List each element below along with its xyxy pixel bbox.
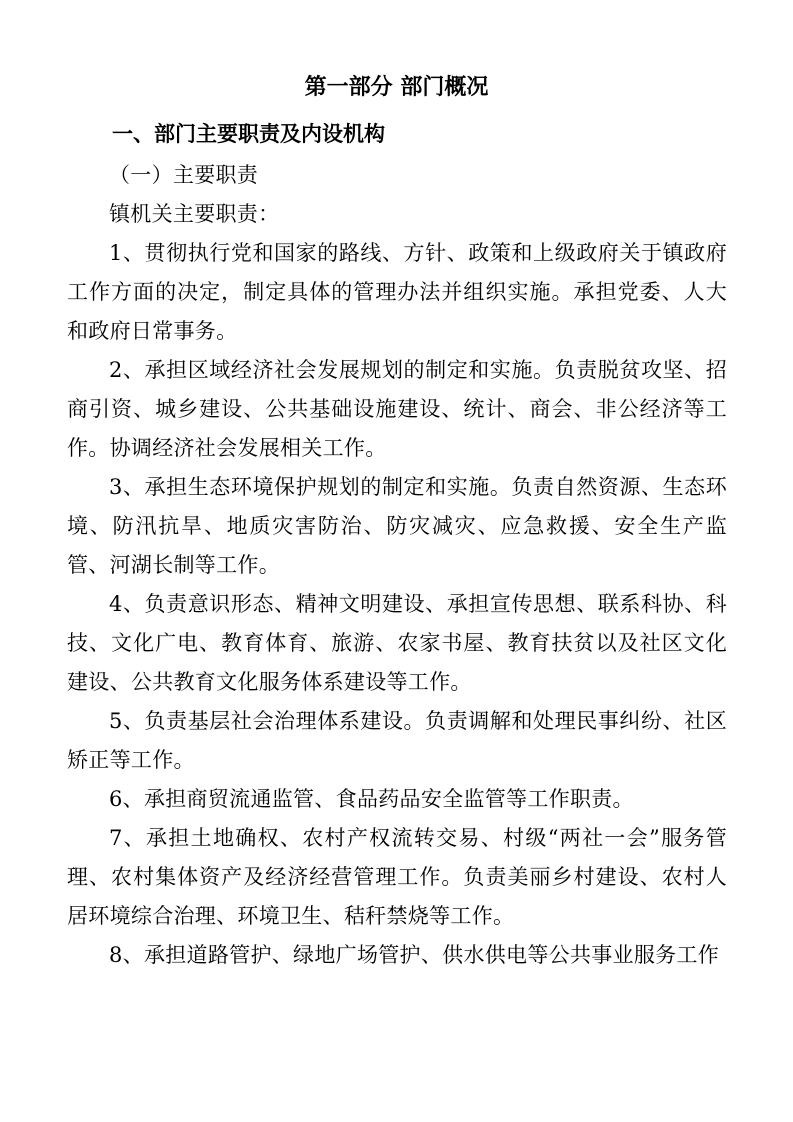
duty-item-1: 1、贯彻执行党和国家的路线、方针、政策和上级政府关于镇政府工作方面的决定，制定具体的管理办法并组织实施。承担党委、人大和政府日常事务。 xyxy=(67,241,727,343)
duty-item-7: 7、承担土地确权、农村产权流转交易、村级“两社一会”服务管理、农村集体资产及经济经营管理工作。负责美丽乡村建设、农村人居环境综合治理、环境卫生、秸秆禁烧等工作。 xyxy=(67,826,727,928)
duty-item-8: 8、承担道路管护、绿地广场管护、供水供电等公共事业服务工作 xyxy=(109,943,720,967)
document-body xyxy=(67,156,727,975)
duty-item-5: 5、负责基层社会治理体系建设。负责调解和处理民事纠纷、社区矫正等工作。 xyxy=(67,709,727,772)
duty-item-4: 4、负责意识形态、精神文明建设、承担宣传思想、联系科协、科技、文化广电、教育体育、旅游、农家书屋、教育扶贫以及社区文化建设、公共教育文化服务体系建设等工作。 xyxy=(67,592,727,694)
duty-item-2: 2、承担区域经济社会发展规划的制定和实施。负责脱贫攻坚、招商引资、城乡建设、公共基础设施建设、统计、商会、非公经济等工作。协调经济社会发展相关工作。 xyxy=(67,358,727,460)
page-title: 第一部分 部门概况 xyxy=(304,75,489,100)
duty-item-3: 3、承担生态环境保护规划的制定和实施。负责自然资源、生态环境、防汛抗旱、地质灾害防治、防灾减灾、应急救援、安全生产监管、河湖长制等工作。 xyxy=(67,475,727,577)
intro-paragraph: 镇机关主要职责： xyxy=(109,202,280,226)
section-heading: 一、部门主要职责及内设机构 xyxy=(112,122,385,146)
subheading: （一）主要职责 xyxy=(109,163,259,187)
duty-item-6: 6、承担商贸流通监管、食品药品安全监管等工作职责。 xyxy=(109,787,634,811)
